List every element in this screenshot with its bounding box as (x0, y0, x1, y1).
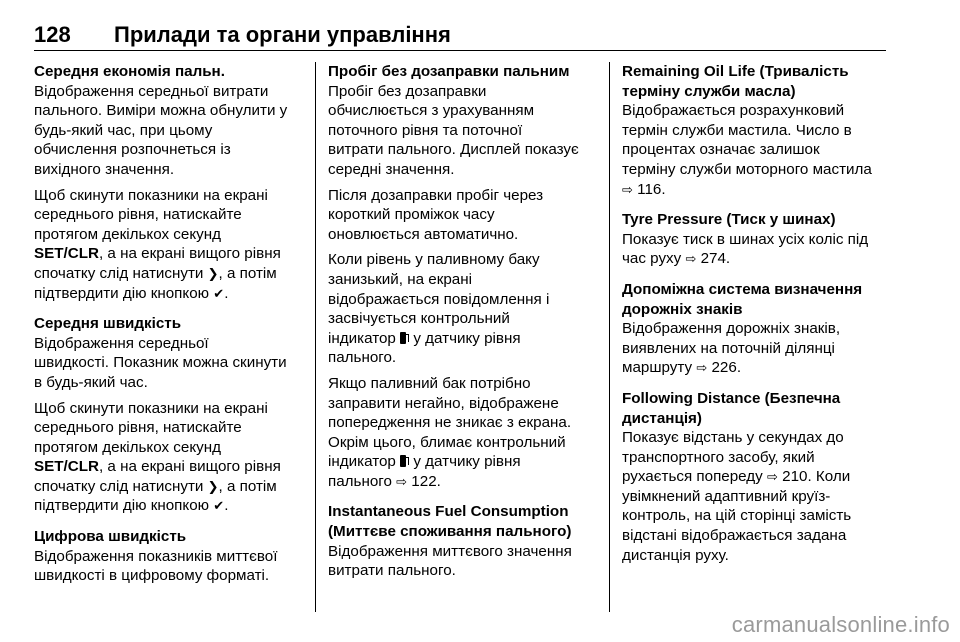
page-reference-link[interactable]: 116. (637, 180, 666, 198)
paragraph (34, 399, 302, 517)
fuel-pump-icon (400, 455, 409, 467)
text-line: Щоб скинути показники на екрані (34, 186, 268, 204)
paragraph (34, 82, 302, 180)
text-line: (Миттєве споживання пального) (328, 523, 572, 541)
chevron-right-icon: ❯ (207, 265, 219, 281)
section-heading: Цифрова швидкість (34, 528, 187, 546)
paragraph (34, 547, 302, 586)
text-fragment: індикатор (328, 329, 401, 347)
text-line: Instantaneous Fuel Consumption (328, 503, 569, 521)
section-following-distance (622, 389, 890, 565)
ref-arrow-icon: ⇨ (622, 181, 633, 197)
text-line: увімкнений адаптивний круїз- (622, 487, 831, 505)
paragraph (622, 230, 890, 269)
text-fragment: рухається попереду (622, 468, 767, 486)
text-fragment: у датчику рівня (409, 329, 521, 347)
text-line: в будь-який час. (34, 373, 148, 391)
page-number: 128 (34, 22, 71, 47)
text-line: короткий проміжок часу (328, 206, 495, 224)
column-3 (622, 62, 890, 576)
text-fragment: пального (328, 472, 397, 490)
text-line: середнього рівня, натискайте (34, 206, 242, 224)
text-line: обчислення розпочнеться із (34, 141, 231, 159)
section-digital-speed (34, 527, 302, 586)
text-line: Окрім цього, блимає контрольний (328, 433, 566, 451)
text-line: протягом декількох секунд (34, 225, 221, 243)
ref-arrow-icon: ⇨ (685, 251, 697, 267)
text-line: Відображення показників миттєвої (34, 547, 278, 565)
page-reference-link[interactable]: 122. (411, 472, 441, 490)
text-line: вихідного значення. (34, 160, 175, 178)
text-fragment: спочатку слід натиснути (34, 264, 208, 282)
page-reference-link[interactable]: 226. (711, 359, 742, 377)
text-line: Відображення миттєвого значення (328, 542, 572, 560)
section-traffic-sign (622, 280, 890, 378)
text-line: середнього рівня, натискайте (34, 419, 242, 437)
section-fuel-range (328, 62, 596, 491)
chevron-right-icon: ❯ (207, 478, 219, 494)
text-line: Допоміжна система визначення (622, 280, 863, 298)
text-line (622, 467, 890, 487)
section-heading (622, 280, 890, 319)
column-1 (34, 62, 302, 597)
text-line: швидкості в цифровому форматі. (34, 567, 270, 585)
text-line (622, 180, 890, 200)
text-fragment: маршруту (622, 359, 697, 377)
section-instant-fuel (328, 502, 596, 580)
text-line: витрати пального. Дисплей показує (328, 141, 579, 159)
column-divider-1 (315, 62, 316, 612)
paragraph (328, 82, 596, 180)
page-header (34, 16, 886, 51)
text-line: витрати пального. (328, 562, 456, 580)
text-line: пального. Виміри можна обнулити у (34, 102, 288, 120)
paragraph (34, 186, 302, 304)
text-line: Відображення дорожніх знаків, (622, 320, 841, 338)
text-line: занизький, на екрані (328, 270, 473, 288)
text-line: Показує відстань у секундах до (622, 429, 844, 447)
text-line: Пробіг без дозаправки (328, 82, 487, 100)
column-2 (328, 62, 596, 592)
text-line: терміну служби моторного мастила (622, 160, 872, 178)
text-fragment: підтвердити дію кнопкою (34, 284, 214, 302)
text-line (328, 329, 596, 349)
text-line: контроль, на цій сторінці замість (622, 507, 852, 525)
text-line (34, 284, 302, 304)
paragraph (622, 428, 890, 565)
section-heading (622, 62, 890, 101)
paragraph (328, 186, 596, 245)
text-line: Показує тиск в шинах усіх коліс під (622, 230, 869, 248)
text-line (328, 472, 596, 492)
text-fragment: спочатку слід натиснути (34, 477, 208, 495)
text-line: процентах означає залишок (622, 141, 820, 159)
text-line (34, 457, 302, 477)
text-line: Remaining Oil Life (Тривалість (622, 63, 849, 80)
text-fragment: , а на екрані вищого рівня (98, 458, 281, 476)
text-line: оновлюється автоматично. (328, 225, 519, 243)
text-line: обчислюється з урахуванням (328, 102, 535, 120)
text-line (34, 496, 302, 516)
paragraph (622, 101, 890, 199)
text-fragment: час руху (622, 250, 686, 268)
text-line: термін служби мастила. Число в (622, 121, 852, 139)
text-line: поточного рівня та поточної (328, 121, 523, 139)
text-fragment: , а на екрані вищого рівня (98, 245, 281, 263)
section-tyre-pressure (622, 210, 890, 269)
text-line: транспортного засобу, який (622, 448, 815, 466)
section-avg-speed (34, 314, 302, 516)
text-fragment: . (224, 284, 229, 302)
fuel-pump-icon (400, 332, 409, 344)
column-divider-2 (609, 62, 610, 612)
text-line: терміну служби масла) (622, 82, 796, 100)
section-oil-life (622, 62, 890, 199)
ref-arrow-icon: ⇨ (766, 469, 778, 485)
page-reference-link[interactable]: 274. (700, 250, 731, 268)
paragraph (328, 542, 596, 581)
text-line: дорожніх знаків (622, 300, 743, 318)
text-line (34, 477, 302, 497)
text-line: попередження не зникає з екрана. (328, 414, 572, 432)
ref-arrow-icon: ⇨ (396, 473, 408, 489)
text-line: Відображення середньої витрати (34, 82, 269, 100)
section-heading: Середня економія пальн. (34, 63, 225, 80)
text-line (622, 249, 890, 269)
section-heading: Середня швидкість (34, 315, 182, 333)
checkmark-icon: ✔ (213, 285, 225, 301)
text-line: засвічується контрольний (328, 310, 510, 328)
text-fragment: , а потім (218, 264, 277, 282)
section-heading: Пробіг без дозаправки пальним (328, 63, 570, 80)
checkmark-icon: ✔ (213, 498, 225, 514)
page-reference-link[interactable]: 210. Коли (782, 468, 851, 486)
text-line: відображається повідомлення і (328, 290, 550, 308)
section-heading (622, 389, 890, 428)
paragraph (328, 250, 596, 368)
button-label-set-clr: SET/CLR (34, 245, 99, 263)
text-line (328, 452, 596, 472)
text-line: будь-який час, при цьому (34, 121, 213, 139)
page-title: Прилади та органи управління (114, 22, 451, 47)
text-line: пального. (328, 349, 397, 367)
text-line: відстані відображається задана (622, 527, 847, 545)
text-line: заправити негайно, відображене (328, 394, 559, 412)
text-line: Якщо паливний бак потрібно (328, 374, 531, 392)
text-fragment: індикатор (328, 453, 401, 471)
watermark: carmanualsonline.info (731, 612, 950, 637)
text-line: виявлених на поточній ділянці (622, 339, 835, 357)
paragraph (328, 374, 596, 492)
button-label-set-clr: SET/CLR (34, 458, 99, 476)
text-line: дистанція) (622, 409, 702, 427)
text-line: Після дозаправки пробіг через (328, 186, 544, 204)
paragraph (622, 319, 890, 378)
paragraph (34, 334, 302, 393)
text-line: Відображення середньої (34, 334, 209, 352)
ref-arrow-icon: ⇨ (696, 360, 708, 376)
text-fragment: , а потім (218, 477, 277, 495)
text-line: Коли рівень у паливному баку (328, 251, 540, 269)
text-fragment: у датчику рівня (409, 453, 521, 471)
section-avg-economy (34, 62, 302, 303)
text-fragment: . (224, 497, 229, 515)
text-line: протягом декількох секунд (34, 438, 221, 456)
text-line: середні значення. (328, 160, 455, 178)
text-fragment: підтвердити дію кнопкою (34, 497, 214, 515)
text-line: Відображається розрахунковий (622, 102, 845, 120)
text-line (34, 264, 302, 284)
section-heading: Tyre Pressure (Тиск у шинах) (622, 211, 836, 229)
text-line: швидкості. Показник можна скинути (34, 354, 287, 372)
text-line (622, 358, 890, 378)
section-heading (328, 502, 596, 541)
text-line: дистанція руху. (622, 546, 729, 564)
text-line: Following Distance (Безпечна (622, 389, 841, 407)
text-line (34, 244, 302, 264)
text-line: Щоб скинути показники на екрані (34, 399, 268, 417)
